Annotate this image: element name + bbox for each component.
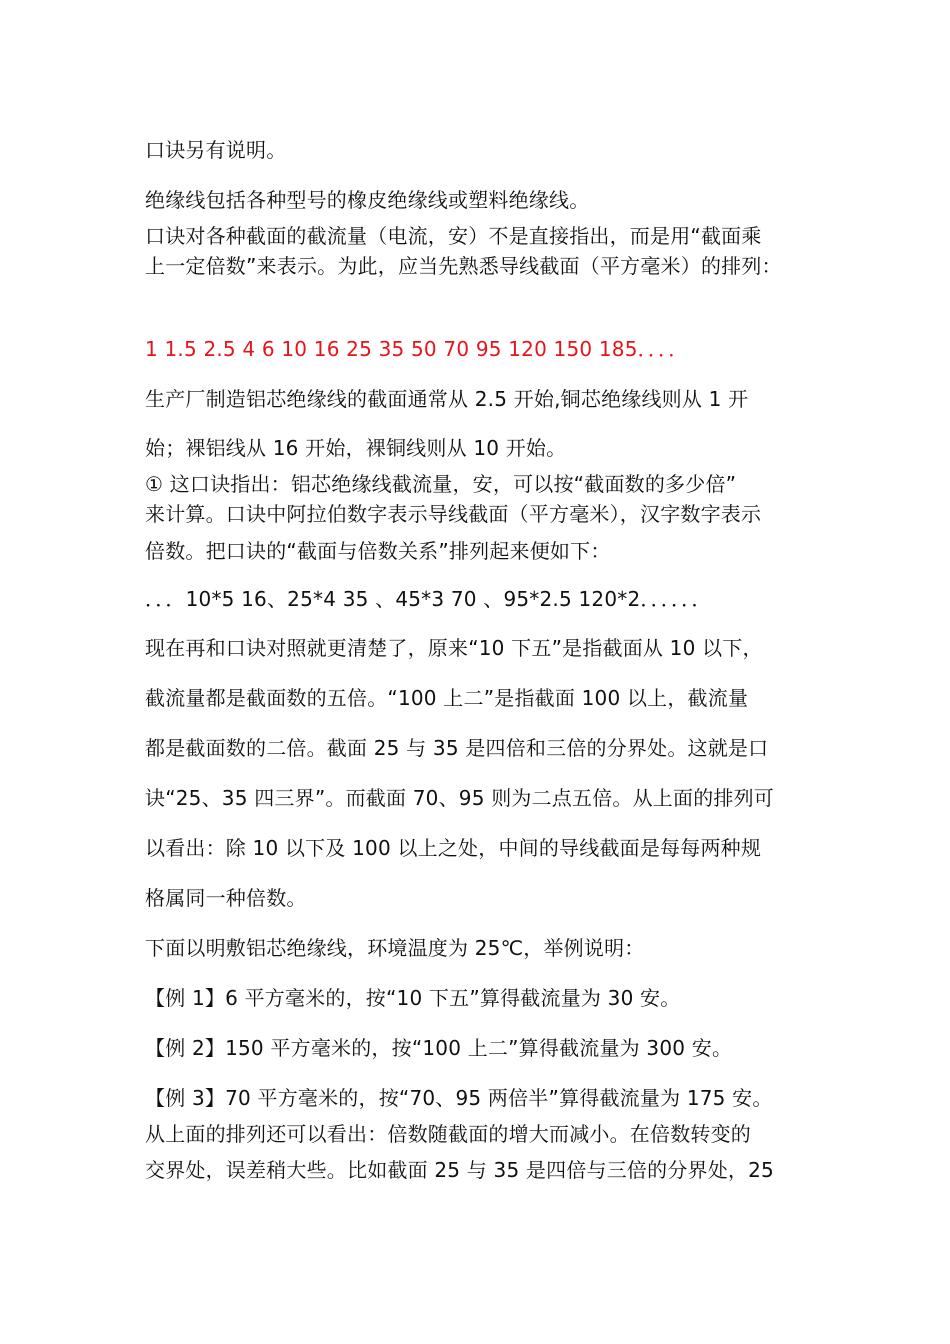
text-line: 交界处，误差稍大些。比如截面 25 与 35 是四倍与三倍的分界处，25 <box>145 1158 774 1182</box>
text-line: 格属同一种倍数。 <box>145 886 307 910</box>
text-line: 以看出：除 10 以下及 100 以上之处，中间的导线截面是每每两种规 <box>145 836 762 860</box>
text-line: 口诀另有说明。 <box>145 138 287 162</box>
text-line: 从上面的排列还可以看出：倍数随截面的增大而减小。在倍数转变的 <box>145 1122 751 1146</box>
text-line: 上一定倍数”来表示。为此，应当先熟悉导线截面（平方毫米）的排列： <box>145 254 782 278</box>
text-line: 诀“25、35 四三界”。而截面 70、95 则为二点五倍。从上面的排列可 <box>145 786 774 810</box>
text-line: 下面以明敷铝芯绝缘线，环境温度为 25℃，举例说明： <box>145 936 645 960</box>
text-line: 始；裸铝线从 16 开始，裸铜线则从 10 开始。 <box>145 436 567 460</box>
text-line: 倍数。把口诀的“截面与倍数关系”排列起来便如下： <box>145 539 611 563</box>
section-sizes-sequence: 1 1.5 2.5 4 6 10 16 25 35 50 70 95 120 150 185．．．． <box>145 337 689 361</box>
text-line: 截流量都是截面数的五倍。“100 上二”是指截面 100 以上，截流量 <box>145 686 749 710</box>
text-line: 绝缘线包括各种型号的橡皮绝缘线或塑料绝缘线。 <box>145 188 590 212</box>
text-line: 口诀对各种截面的截流量（电流，安）不是直接指出，而是用“截面乘 <box>145 224 762 248</box>
text-line: 现在再和口诀对照就更清楚了，原来“10 下五”是指截面从 10 以下， <box>145 636 763 660</box>
text-line: 来计算。口诀中阿拉伯数字表示导线截面（平方毫米），汉字数字表示 <box>145 502 762 526</box>
example-2: 【例 2】150 平方毫米的，按“100 上二”算得截流量为 300 安。 <box>145 1036 733 1060</box>
example-1: 【例 1】6 平方毫米的，按“10 下五”算得截流量为 30 安。 <box>145 986 681 1010</box>
text-line: 生产厂制造铝芯绝缘线的截面通常从 2.5 开始,铜芯绝缘线则从 1 开 <box>145 387 749 411</box>
example-3: 【例 3】70 平方毫米的，按“70、95 两倍半”算得截流量为 175 安。 <box>145 1086 773 1110</box>
text-line: ① 这口诀指出：铝芯绝缘线截流量，安，可以按“截面数的多少倍” <box>145 472 737 496</box>
multiplier-sequence: ．．．10*5 16、25*4 35 、45*3 70 、95*2.5 120*2．．．．．． <box>145 587 712 611</box>
text-line: 都是截面数的二倍。截面 25 与 35 是四倍和三倍的分界处。这就是口 <box>145 736 769 760</box>
